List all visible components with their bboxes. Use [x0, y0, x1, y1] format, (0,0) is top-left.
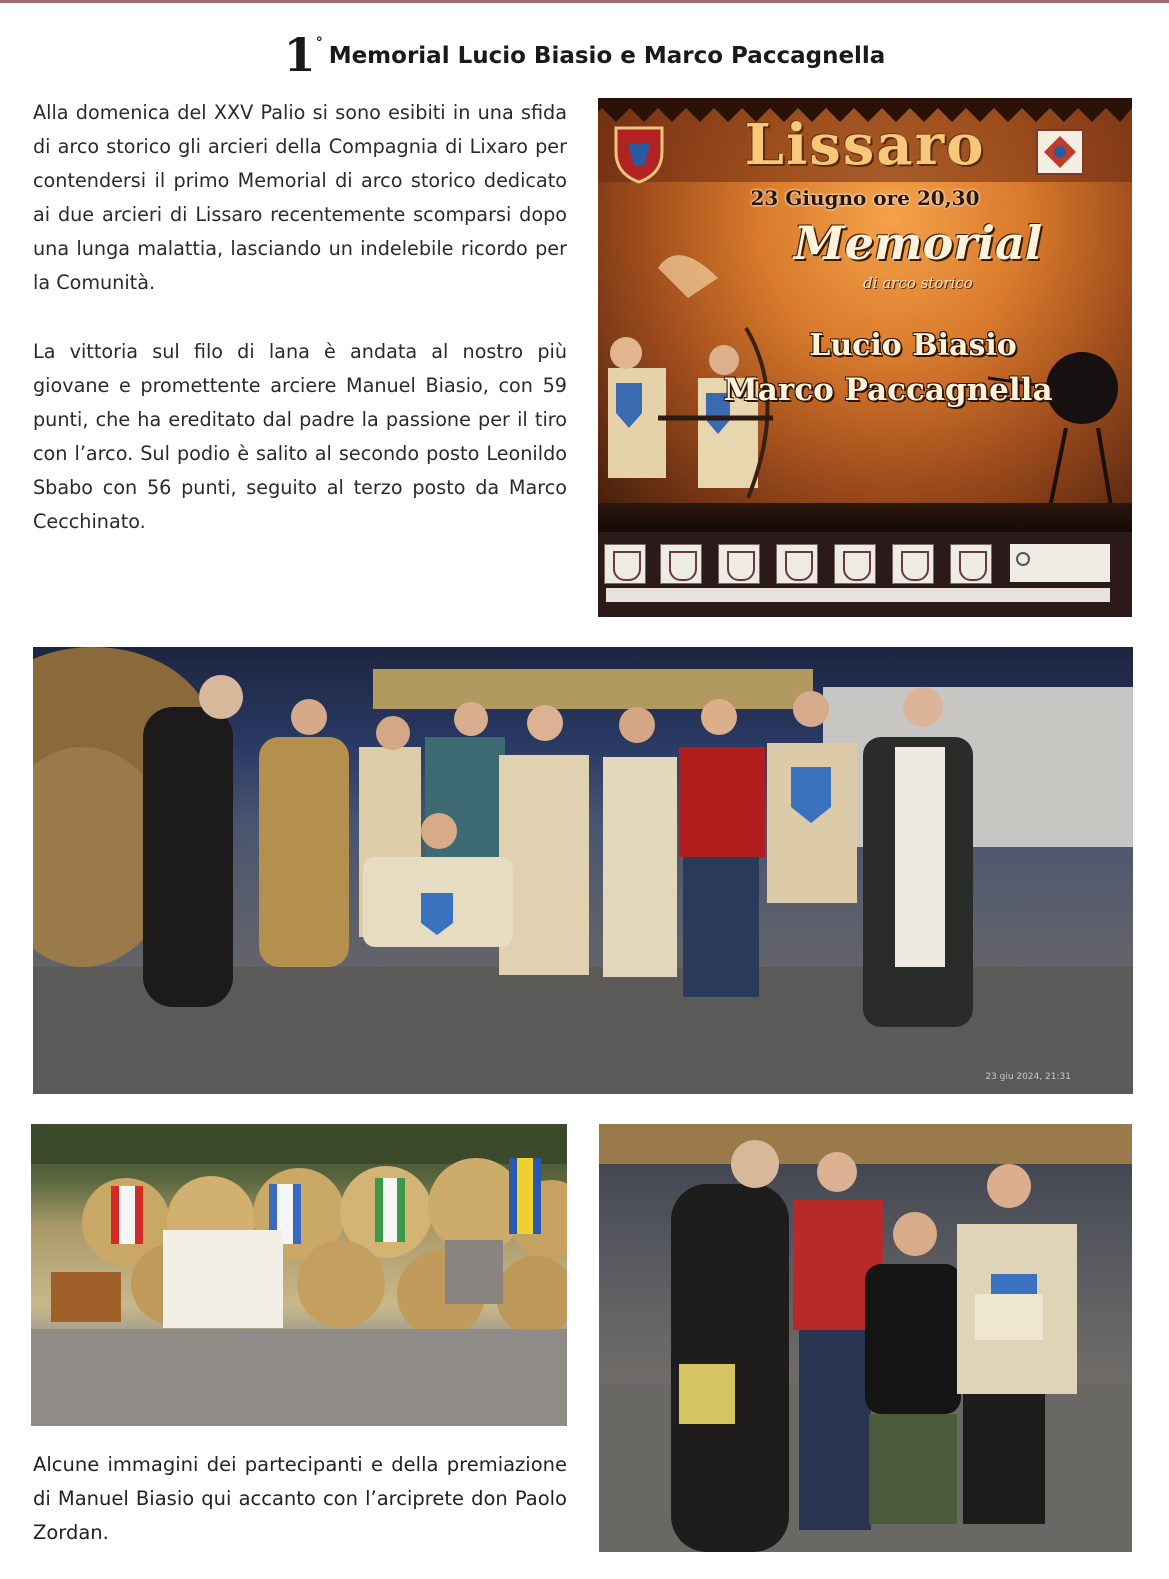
event-poster [598, 98, 1132, 617]
sponsor-caption-strip [606, 588, 1110, 602]
photo-timestamp: 23 giu 2024, 21:31 [985, 1072, 1071, 1082]
sponsor-logo-icon [950, 544, 992, 584]
title-text: Memorial Lucio Biasio e Marco Paccagnella [328, 43, 886, 69]
poster-memorial: Memorial [793, 216, 1043, 270]
title-degree-mark: ° [315, 35, 323, 51]
sponsor-logo-icon [892, 544, 934, 584]
poster-title: Lissaro [744, 112, 986, 178]
award-photo [599, 1124, 1132, 1552]
article-paragraph-2: La vittoria sul filo di lana è andata al nostro più giovane e promettente arciere Manuel Biasio, con 59 punti, che ha ereditato dal padre la passione per il tiro con l’arco. Sul podio è salito al secondo posto Leonildo Sbabo con 56 punti, seguito al terzo posto da Marco Cecchinato. [33, 340, 567, 533]
hay-bales-flags-photo-icon [31, 1124, 567, 1426]
sponsor-logo-icon [776, 544, 818, 584]
poster-sponsor-strip [598, 532, 1132, 617]
sponsor-logo-icon [1010, 544, 1110, 582]
article-paragraph-1: Alla domenica del XXV Palio si sono esibiti in una sfida di arco storico gli arcieri della Compagnia di Lixaro per contendersi il primo Memorial di arco storico dedicato ai due arcieri di Lissaro recentemente scomparsi dopo una lunga malattia, lasciando un indelebile ricordo per la Comunità. [33, 101, 567, 294]
award-ceremony-photo-icon [599, 1124, 1132, 1552]
sponsor-logo-icon [660, 544, 702, 584]
sponsor-logo-icon [718, 544, 760, 584]
title-ordinal: 1 [283, 28, 316, 82]
poster-name-1: Lucio Biasio [809, 328, 1017, 363]
top-rule [0, 0, 1169, 3]
photo-caption: Alcune immagini dei partecipanti e della premiazione di Manuel Biasio qui accanto con l’arciprete don Paolo Zordan. [33, 1453, 567, 1544]
arena-photo [31, 1124, 567, 1426]
poster-ground [598, 503, 1132, 533]
group-photo [33, 647, 1133, 1094]
sponsor-logo-icon [604, 544, 646, 584]
poster-subtitle: di arco storico [863, 274, 973, 292]
poster-name-2: Marco Paccagnella [723, 372, 1053, 408]
poster-date: 23 Giugno ore 20,30 [750, 186, 980, 210]
archers-group-photo-icon [33, 647, 1133, 1094]
sponsor-logo-icon [834, 544, 876, 584]
page-title [0, 28, 1169, 82]
